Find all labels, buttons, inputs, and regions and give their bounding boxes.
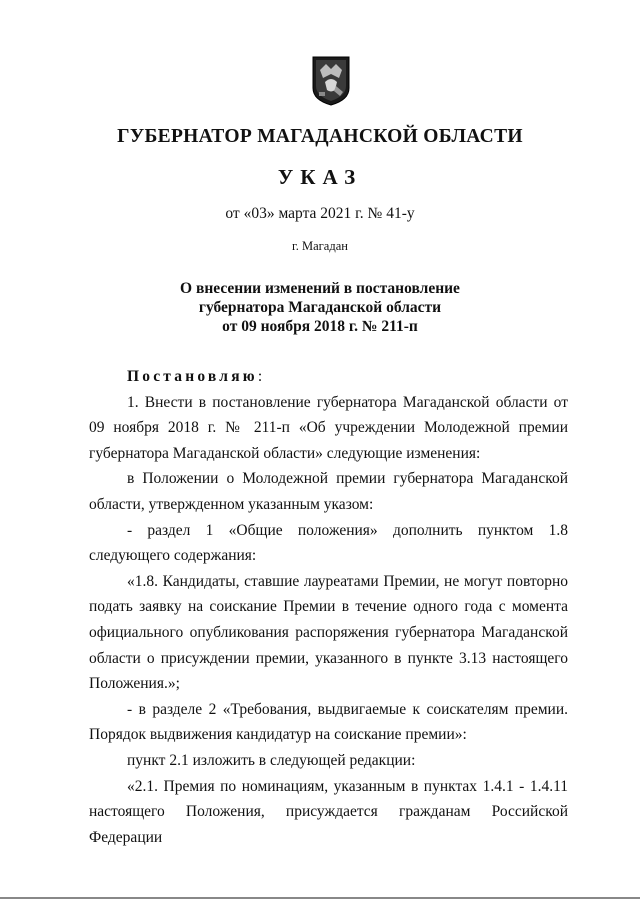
paragraph-7: «2.1. Премия по номинациям, указанным в пунктах 1.4.1 - 1.4.11 настоящего Положения, присуждается гражданам Российской Федерации <box>89 777 568 846</box>
coat-of-arms-icon <box>312 56 350 106</box>
paragraph-4: «1.8. Кандидаты, ставшие лауреатами Премии, не могут повторно подать заявку на соискание Премии в течение одного года с момента официального опубликования распоряжения губернатора Магаданской области о присуждении премии, указанного в пункте 3.13 настоящего Положения.»; <box>89 572 568 693</box>
issuer-title: ГУБЕРНАТОР МАГАДАНСКОЙ ОБЛАСТИ <box>117 126 523 147</box>
subject-line: О внесении изменений в постановление <box>180 280 460 297</box>
document-date-number: от «03» марта 2021 г. № 41-у <box>225 205 415 222</box>
paragraph-2: в Положении о Молодежной премии губернатора Магаданской области, утвержденном указанным указом: <box>89 470 568 513</box>
postanovlyayu-text: Постановляю <box>127 368 258 385</box>
paragraph-3: - раздел 1 «Общие положения» дополнить пунктом 1.8 следующего содержания: <box>89 521 568 565</box>
paragraph-5: - в разделе 2 «Требования, выдвигаемые к соискателям премии. Порядок выдвижения кандидатур на соискание премии»: <box>89 700 568 744</box>
document-type: УКАЗ <box>277 165 363 189</box>
document-body <box>89 364 568 850</box>
decree-operative-word <box>89 364 568 390</box>
document-subject <box>0 279 640 336</box>
page-bottom-edge <box>0 897 640 899</box>
subject-line: от 09 ноября 2018 г. № 211-п <box>222 318 418 335</box>
paragraph-6: пункт 2.1 изложить в следующей редакции: <box>127 751 416 769</box>
document-city: г. Магадан <box>292 239 348 253</box>
subject-line: губернатора Магаданской области <box>198 299 442 316</box>
colon: : <box>257 368 263 385</box>
paragraph-1: 1. Внести в постановление губернатора Магаданской области от 09 ноября 2018 г. № 211-п «Об учреждении Молодежной премии губернатора Магаданской области» следующие изменения: <box>89 393 568 462</box>
